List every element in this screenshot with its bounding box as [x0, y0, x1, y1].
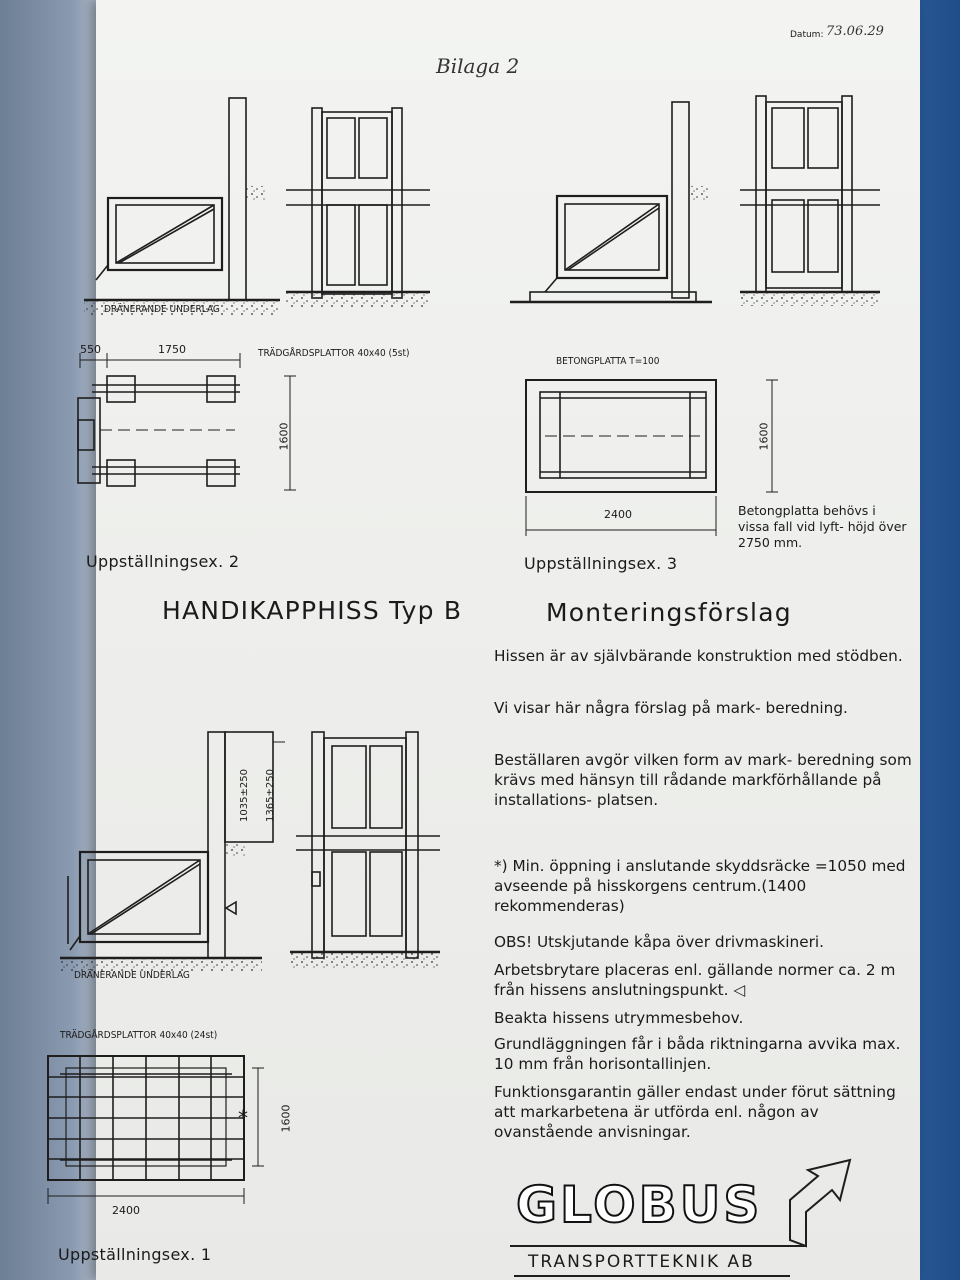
company-logo: GLOBUS — [516, 1176, 763, 1234]
ex2-dim-b: 1750 — [158, 343, 186, 356]
ex2-side-view — [84, 98, 280, 316]
ex1-plate-label: TRÄDGÅRDSPLATTOR 40x40 (24st) — [60, 1030, 218, 1041]
ex1-depth-dim: 1600 — [279, 1104, 293, 1133]
ex2-dim-a: 550 — [80, 343, 101, 356]
ex3-width-dim: 2400 — [604, 508, 632, 521]
ex1-underlay-label: DRÄNERANDE UNDERLAG — [74, 970, 190, 981]
ex2-depth-dim: 1600 — [277, 422, 291, 451]
ex1-front-view — [290, 732, 440, 968]
product-title: HANDIKAPPHISS Typ B — [162, 596, 463, 625]
instruction-4: *) Min. öppning i anslutande skyddsräcke =1050 med avseende på hisskorgens centrum.(1400 rekommenderas) — [494, 857, 906, 915]
ex1-asterisk: * — [238, 1106, 248, 1130]
ex1-plan-view — [48, 1056, 264, 1204]
instruction-5: OBS! Utskjutande kåpa över drivmaskineri. — [494, 933, 825, 951]
ex2-caption: Uppställningsex. 2 — [86, 552, 240, 571]
ex3-caption: Uppställningsex. 3 — [524, 554, 678, 573]
section-title: Monteringsförslag — [546, 598, 792, 627]
ex2-underlay-label: DRÄNERANDE UNDERLAG — [104, 304, 220, 315]
ex3-depth-dim: 1600 — [757, 422, 771, 451]
ex2-front-view — [286, 108, 430, 308]
ex2-plate-label: TRÄDGÅRDSPLATTOR 40x40 (5st) — [258, 348, 410, 359]
instruction-1: Hissen är av självbärande konstruktion med stödben. — [494, 647, 903, 665]
date-label: Datum: — [790, 30, 824, 40]
handwritten-note: Bilaga 2 — [436, 54, 520, 78]
ex3-side-view — [510, 102, 712, 302]
instruction-8: Grundläggningen får i båda riktningarna avvika max. 10 mm från horisontallinjen. — [494, 1035, 901, 1073]
ex3-note: Betongplatta behövs i vissa fall vid lyft- höjd över 2750 mm. — [738, 503, 907, 550]
instruction-3: Beställaren avgör vilken form av mark- beredning som krävs med hänsyn till rådande markförhållande på installations- platsen. — [494, 751, 912, 809]
ex2-plan-view — [78, 353, 296, 490]
instruction-6: Arbetsbrytare placeras enl. gällande normer ca. 2 m från hissens anslutningspunkt. ◁ — [494, 961, 896, 999]
company-subtitle: TRANSPORTTEKNIK AB — [528, 1252, 755, 1272]
ex1-caption: Uppställningsex. 1 — [58, 1245, 212, 1264]
ex1-width-dim: 2400 — [112, 1204, 140, 1217]
instruction-7: Beakta hissens utrymmesbehov. — [494, 1009, 744, 1027]
instruction-9: Funktionsgarantin gäller endast under förut sättning att markarbetena är utförda enl. någon av ovanstående anvisningar. — [494, 1083, 896, 1141]
ex1-height-dim-b: 1365±250 — [264, 769, 276, 822]
ex3-plate-label: BETONGPLATTA T=100 — [556, 356, 660, 367]
date-value: 73.06.29 — [826, 24, 884, 39]
ex1-height-dim-a: 1035±250 — [238, 769, 250, 822]
ex1-side-view — [60, 732, 285, 972]
instruction-2: Vi visar här några förslag på mark- beredning. — [494, 699, 848, 717]
ex3-front-view — [740, 96, 880, 306]
